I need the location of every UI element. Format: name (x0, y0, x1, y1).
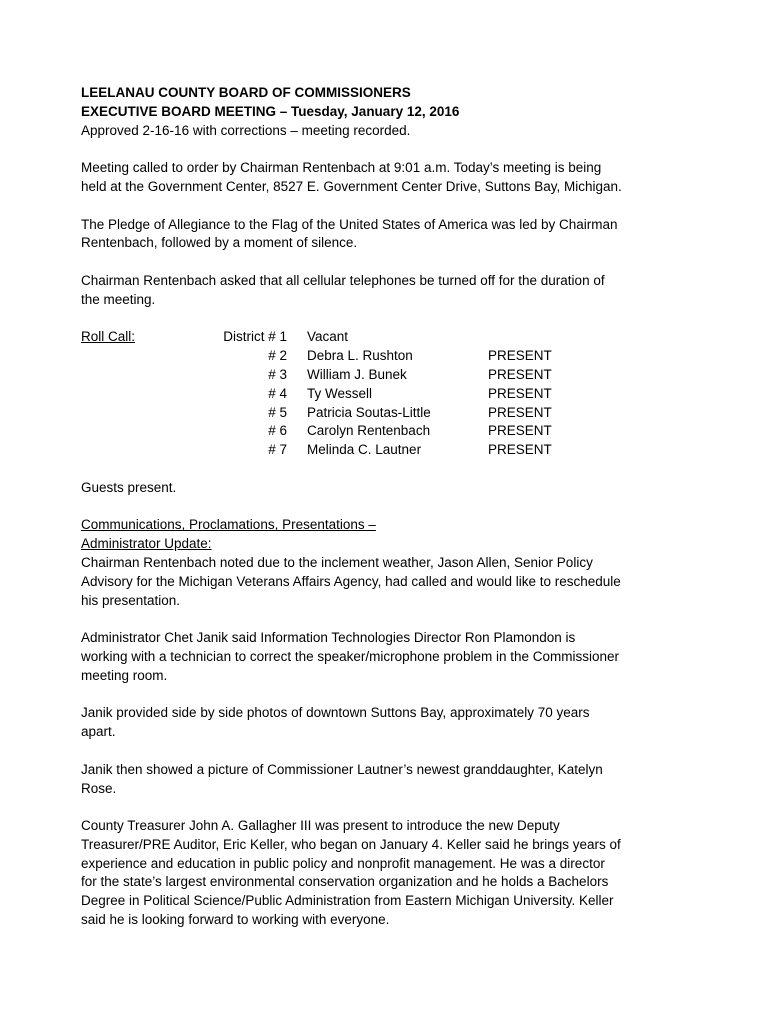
text-line: Meeting called to order by Chairman Rentenbach at 9:01 a.m. Today’s meeting is being (81, 160, 602, 176)
text-line: Degree in Political Science/Public Administration from Eastern Michigan University. Keller (81, 893, 614, 909)
text-line: held at the Government Center, 8527 E. Government Center Drive, Suttons Bay, Michigan. (81, 178, 622, 194)
cell-phones-paragraph (81, 272, 701, 310)
administrator-update-heading: Administrator Update: (81, 536, 212, 552)
pledge-paragraph (81, 216, 701, 254)
district-number: # 2 (268, 348, 287, 364)
text-line: Janik provided side by side photos of downtown Suttons Bay, approximately 70 years (81, 705, 590, 721)
text-line: The Pledge of Allegiance to the Flag of the United States of America was led by Chairman (81, 216, 618, 232)
roll-call-row (81, 441, 701, 460)
treasurer-paragraph (81, 817, 701, 930)
reschedule-paragraph (81, 554, 701, 610)
attendance-status: PRESENT (488, 385, 552, 401)
text-line: Treasurer/PRE Auditor, Eric Keller, who began on January 4. Keller said he brings years of (81, 836, 621, 852)
document-page (81, 84, 701, 930)
district-number: District # 1 (223, 329, 287, 345)
district-number: # 5 (268, 404, 287, 420)
roll-call-row (81, 404, 701, 423)
district-number: # 3 (268, 366, 287, 382)
roll-call-section (81, 328, 701, 460)
text-line: the meeting. (81, 291, 156, 307)
commissioner-name: Melinda C. Lautner (307, 442, 422, 458)
attendance-status: PRESENT (488, 348, 552, 364)
text-line: Rentenbach, followed by a moment of silence. (81, 235, 358, 251)
district-number: # 4 (268, 385, 287, 401)
roll-call-label: Roll Call: (81, 329, 136, 345)
commissioner-name: William J. Bunek (307, 366, 407, 382)
roll-call-row (81, 366, 701, 385)
text-line: apart. (81, 724, 116, 740)
text-line: Administrator Chet Janik said Information Technologies Director Ron Plamondon is (81, 630, 576, 646)
commissioner-name: Patricia Soutas-Little (307, 404, 431, 420)
text-line: County Treasurer John A. Gallagher III was present to introduce the new Deputy (81, 818, 560, 834)
district-number: # 6 (268, 423, 287, 439)
it-update-paragraph (81, 629, 701, 685)
text-line: experience and education in public policy and nonprofit management. He was a director (81, 855, 605, 871)
commissioner-name: Vacant (307, 329, 349, 345)
attendance-status: PRESENT (488, 423, 552, 439)
board-title: LEELANAU COUNTY BOARD OF COMMISSIONERS (81, 85, 411, 100)
commissioner-name: Ty Wessell (307, 385, 373, 401)
roll-call-row (81, 328, 701, 347)
text-line: Rose. (81, 780, 117, 796)
commissioner-name: Carolyn Rentenbach (307, 423, 431, 439)
guests-note: Guests present. (81, 479, 177, 495)
roll-call-row (81, 347, 701, 366)
commissioner-name: Debra L. Rushton (307, 348, 413, 364)
approval-note: Approved 2-16-16 with corrections – meeting recorded. (81, 122, 411, 138)
attendance-status: PRESENT (488, 404, 552, 420)
text-line: Janik then showed a picture of Commissioner Lautner’s newest granddaughter, Katelyn (81, 761, 603, 777)
attendance-status: PRESENT (488, 366, 552, 382)
communications-heading: Communications, Proclamations, Presentations – (81, 517, 376, 533)
text-line: Chairman Rentenbach asked that all cellular telephones be turned off for the duration of (81, 272, 605, 288)
granddaughter-paragraph (81, 761, 701, 799)
text-line: Advisory for the Michigan Veterans Affairs Agency, had called and would like to reschedule (81, 573, 621, 589)
roll-call-row (81, 385, 701, 404)
call-to-order-paragraph (81, 159, 701, 197)
text-line: Chairman Rentenbach noted due to the inclement weather, Jason Allen, Senior Policy (81, 554, 593, 570)
text-line: for the state’s largest environmental conservation organization and he holds a Bachelors (81, 874, 609, 890)
photos-paragraph (81, 704, 701, 742)
district-number: # 7 (268, 442, 287, 458)
text-line: said he is looking forward to working with everyone. (81, 912, 390, 928)
text-line: his presentation. (81, 592, 181, 608)
roll-call-row (81, 422, 701, 441)
text-line: meeting room. (81, 667, 168, 683)
meeting-title: EXECUTIVE BOARD MEETING – Tuesday, January 12, 2016 (81, 103, 460, 119)
attendance-status: PRESENT (488, 442, 552, 458)
text-line: working with a technician to correct the speaker/microphone problem in the Commissioner (81, 648, 619, 664)
